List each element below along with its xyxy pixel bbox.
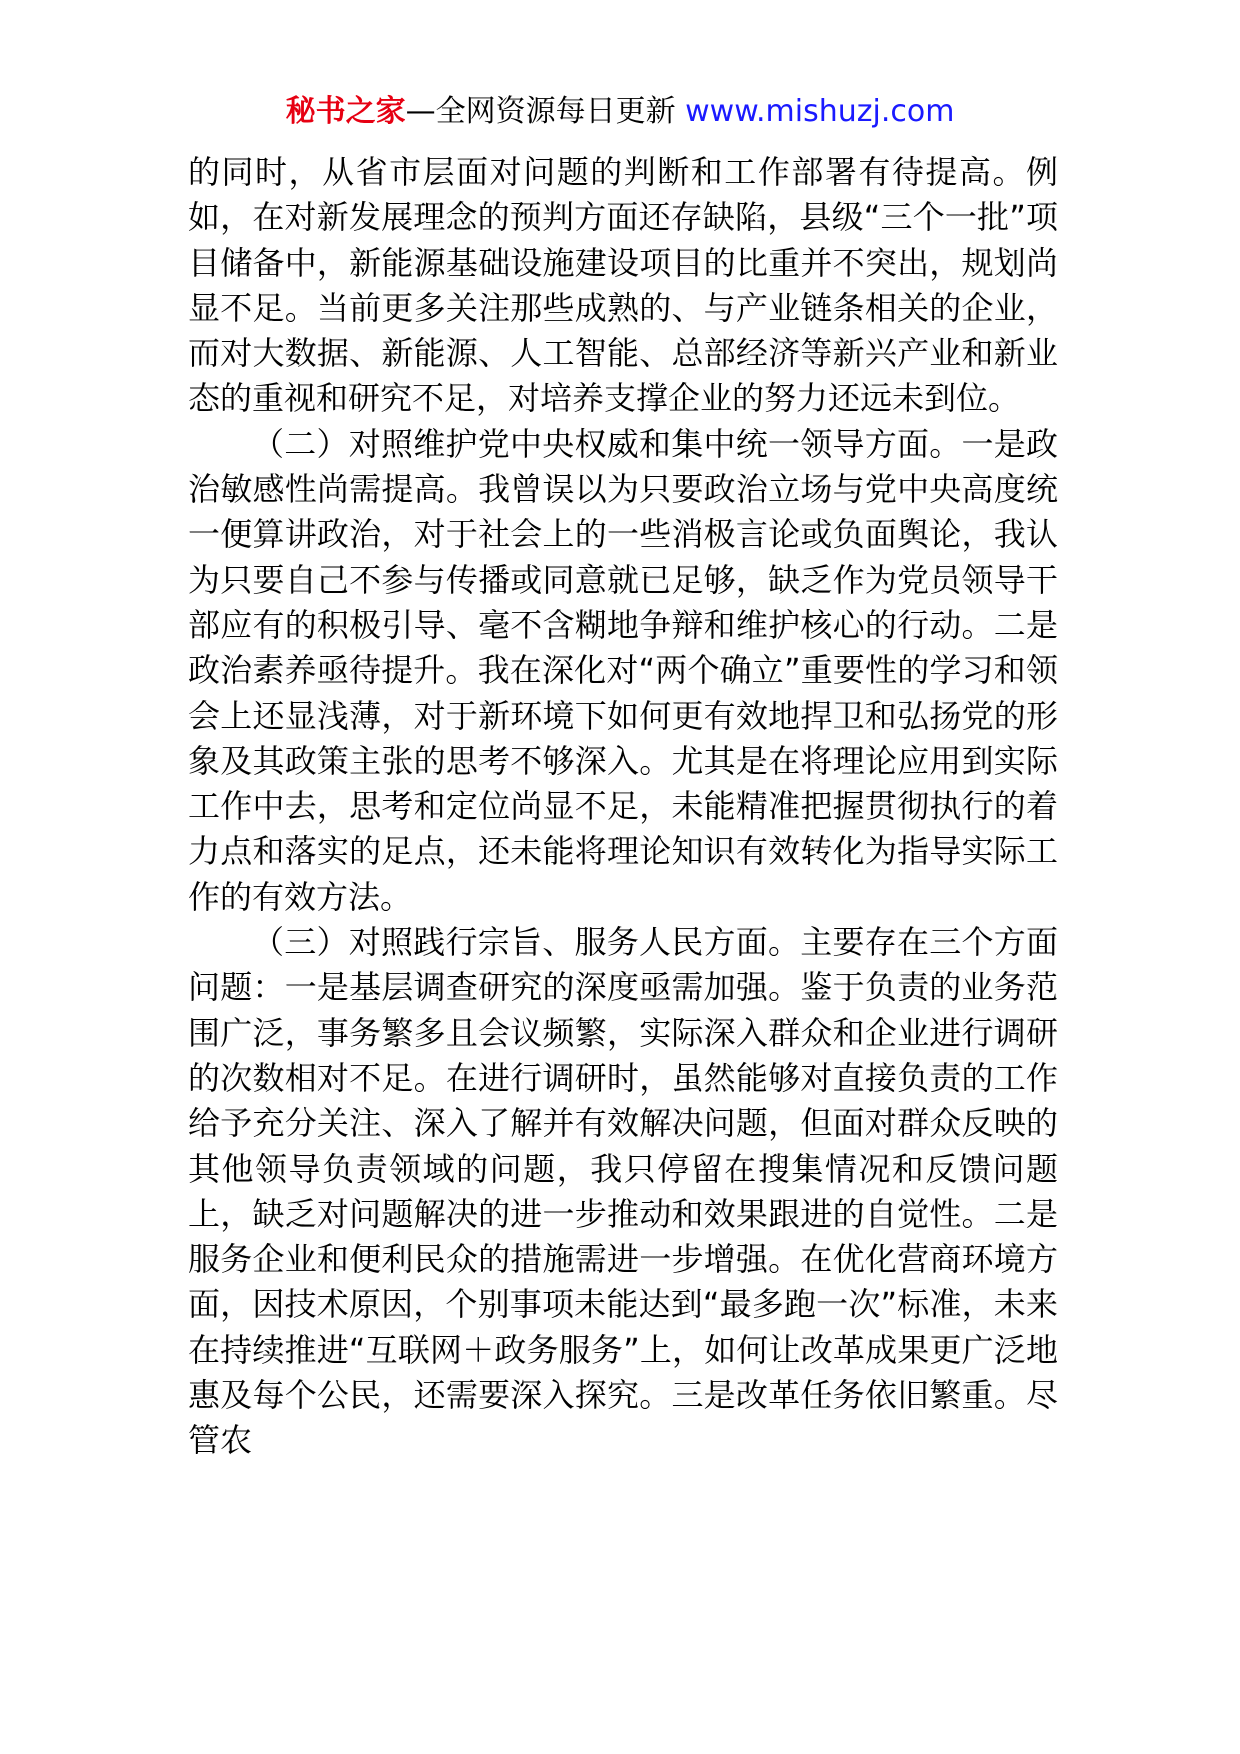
paragraph-section-two: （二）对照维护党中央权威和集中统一领导方面。一是政治敏感性尚需提高。我曾误以为只要政治立场与党中央高度统一便算讲政治，对于社会上的一些消极言论或负面舆论，我认为只要自己不参与传播或同意就已足够，缺乏作为党员领导干部应有的积极引导、毫不含糊地争辩和维护核心的行动。二是政治素养亟待提升。我在深化对“两个确立”重要性的学习和领会上还显浅薄，对于新环境下如何更有效地捍卫和弘扬党的形象及其政策主张的思考不够深入。尤其是在将理论应用到实际工作中去，思考和定位尚显不足，未能精准把握贯彻执行的着力点和落实的足点，还未能将理论知识有效转化为指导实际工作的有效方法。 bbox=[188, 424, 1058, 916]
brand-name: 秘书之家 bbox=[285, 94, 406, 129]
header-tagline: —全网资源每日更新 bbox=[405, 94, 686, 129]
page-header bbox=[0, 92, 1240, 132]
site-url[interactable]: www.mishuzj.com bbox=[685, 94, 955, 129]
paragraph-section-three: （三）对照践行宗旨、服务人民方面。主要存在三个方面问题：一是基层调查研究的深度亟需加强。鉴于负责的业务范围广泛，事务繁多且会议频繁，实际深入群众和企业进行调研的次数相对不足。在进行调研时，虽然能够对直接负责的工作给予充分关注、深入了解并有效解决问题，但面对群众反映的其他领导负责领域的问题，我只停留在搜集情况和反馈问题上，缺乏对问题解决的进一步推动和效果跟进的自觉性。二是服务企业和便利民众的措施需进一步增强。在优化营商环境方面，因技术原因，个别事项未能达到“最多跑一次”标准，未来在持续推进“互联网＋政务服务”上，如何让改革成果更广泛地惠及每个公民，还需要深入探究。三是改革任务依旧繁重。尽管农 bbox=[188, 923, 1058, 1460]
document-body bbox=[188, 150, 1058, 1464]
paragraph-continuation: 的同时，从省市层面对问题的判断和工作部署有待提高。例如，在对新发展理念的预判方面还存缺陷，县级“三个一批”项目储备中，新能源基础设施建设项目的比重并不突出，规划尚显不足。当前更多关注那些成熟的、与产业链条相关的企业，而对大数据、新能源、人工智能、总部经济等新兴产业和新业态的重视和研究不足，对培养支撑企业的努力还远未到位。 bbox=[188, 153, 1058, 418]
